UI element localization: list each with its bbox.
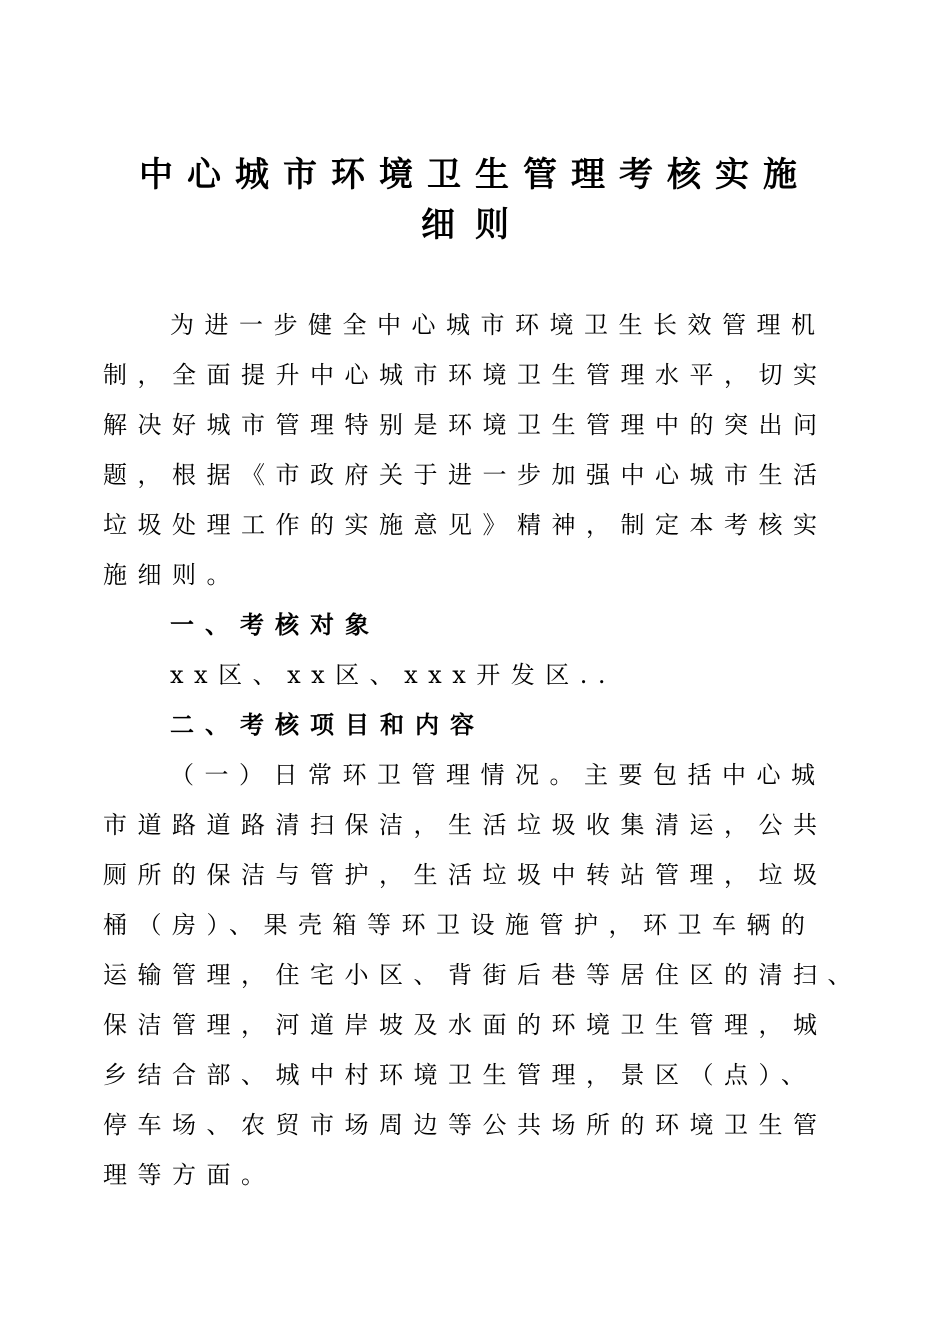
section-line: 停车场、农贸市场周边等公共场所的环境卫生管 xyxy=(103,1111,828,1139)
section-text-assessment-targets: xx区、xx区、xxx开发区.. xyxy=(170,661,617,689)
section-line: 市道路道路清扫保洁，生活垃圾收集清运，公共 xyxy=(103,811,828,839)
section-line: 乡结合部、城中村环境卫生管理，景区（点）、 xyxy=(103,1061,816,1089)
section-line: 理等方面。 xyxy=(103,1161,276,1189)
section-line: 保洁管理，河道岸坡及水面的环境卫生管理，城 xyxy=(103,1011,828,1039)
section-line: 厕所的保洁与管护，生活垃圾中转站管理，垃圾 xyxy=(103,861,828,889)
section-heading-assessment-items: 二、考核项目和内容 xyxy=(170,711,485,739)
document-title-line-1: 中心城市环境卫生管理考核实施 xyxy=(139,155,811,195)
intro-line: 解决好城市管理特别是环境卫生管理中的突出问 xyxy=(103,411,828,439)
section-line: 桶（房）、果壳箱等环卫设施管护，环卫车辆的 xyxy=(103,911,816,939)
document-title-line-2: 细则 xyxy=(421,205,529,245)
intro-line: 题，根据《市政府关于进一步加强中心城市生活 xyxy=(103,461,828,489)
section-line: 运输管理，住宅小区、背街后巷等居住区的清扫、 xyxy=(103,961,862,989)
intro-line: 垃圾处理工作的实施意见》精神，制定本考核实 xyxy=(103,511,828,539)
section-line: （一）日常环卫管理情况。主要包括中心城 xyxy=(170,761,826,789)
document-body xyxy=(103,300,863,1200)
section-heading-assessment-targets: 一、考核对象 xyxy=(170,611,380,639)
intro-line: 施细则。 xyxy=(103,561,241,589)
intro-line: 制，全面提升中心城市环境卫生管理水平，切实 xyxy=(103,361,828,389)
intro-line: 为进一步健全中心城市环境卫生长效管理机 xyxy=(170,311,826,339)
